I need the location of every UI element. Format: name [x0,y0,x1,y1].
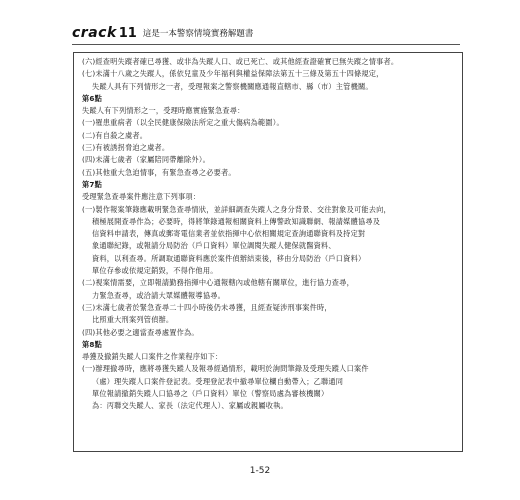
text-line: 失蹤人有下列情形之一，受理時應實施緊急查尋： [82,106,245,116]
text-line: 尋獲及撤銷失蹤人口案件之作業程序如下： [82,352,223,362]
text-line: 為：丙聯交失蹤人、家長（法定代理人）、家屬或親屬收執。 [92,401,288,411]
text-line: (三)未滿七歲者於緊急查尋二十四小時後仍未尋獲，且經查疑涉刑事案件時， [82,302,332,312]
section-heading: 第7點 [82,179,102,189]
text-line: (一)辦理撤尋時，應將尋獲失蹤人及報尋經過情形，載明於詢問筆錄及受理失蹤人口案件 [82,364,369,374]
text-line: 信資料申請表，傳真或郵寄電信業者並依指揮中心依相關規定查詢通聯資料及持定對 [92,229,366,239]
header-rule [72,44,460,45]
running-header [72,24,253,42]
book-subtitle: 這是一本警察情境實務解題書 [142,29,254,39]
text-line: (二)視案情需要，立即報請勤務指揮中心通報轄內或他轄有關單位，進行協力查尋， [82,278,354,288]
text-line: 受理緊急查尋案件應注意下列事項： [82,192,201,202]
text-line: (四)其他必要之適當查尋處置作為。 [82,327,199,337]
text-line: 單位報請撤銷失蹤人口協尋之（戶口資料）單位（警察局處為審核機關） [92,389,329,399]
text-line: (一)罹患重病者（以全民健康保險法所定之重大傷病為範圍）。 [82,118,284,128]
content-box [73,52,463,452]
section-heading: 第8點 [82,339,102,349]
text-line: （處）理失蹤人口案件登記表。受理登記表中撤尋單位欄自動帶入；乙聯通同 [92,376,344,386]
brand-logo: crack [72,25,117,41]
text-line: (五)其他重大急迫情事，有緊急查尋之必要者。 [82,167,236,177]
page-number: 1-52 [249,466,271,476]
text-line: 比照重大刑案列管偵辦。 [92,315,174,325]
text-line: (四)未滿七歲者（家屬陪同帶離除外）。 [82,155,210,165]
text-line: 力緊急查尋，或洽請大眾媒體報導協尋。 [92,290,225,300]
text-line: 積極展開查尋作為；必要時，得將筆錄通報相關資料上傳警政知識聯網、報請媒體協尋及 [92,216,381,226]
text-line: 象通聯紀錄，或報請分局防治（戶口資料）單位調閱失蹤人健保就醫資料、 [92,241,336,251]
text-line: 失蹤人具有下列情形之一者，受理報案之警察機關應通報直轄市、縣（市）主管機關。 [92,81,373,91]
text-line: 單位存參或依規定銷毀，不得作他用。 [92,266,218,276]
text-line: 資料，以利查尋。所調取通聯資料應於案件偵辦結束後，移由分局防治（戶口資料） [92,253,366,263]
section-heading: 第6點 [82,93,102,103]
text-line: (七)未滿十八歲之失蹤人，係依兒童及少年福利與權益保障法第五十三條及第五十四條規定， [82,69,384,79]
text-line: (三)有被誘拐脅迫之虞者。 [82,143,170,153]
brand-mark: 11 [118,25,137,41]
text-line: (二)有自殺之虞者。 [82,130,148,140]
text-line: (六)經查明失蹤者確已尋獲、或非為失蹤人口、或已死亡、或其他經查證確實已無失蹤之情事者。 [82,57,399,66]
text-line: (一)製作報案筆錄應載明緊急查尋情狀，並詳細調查失蹤人之身分背景、交往對象及可能去向， [82,204,391,214]
